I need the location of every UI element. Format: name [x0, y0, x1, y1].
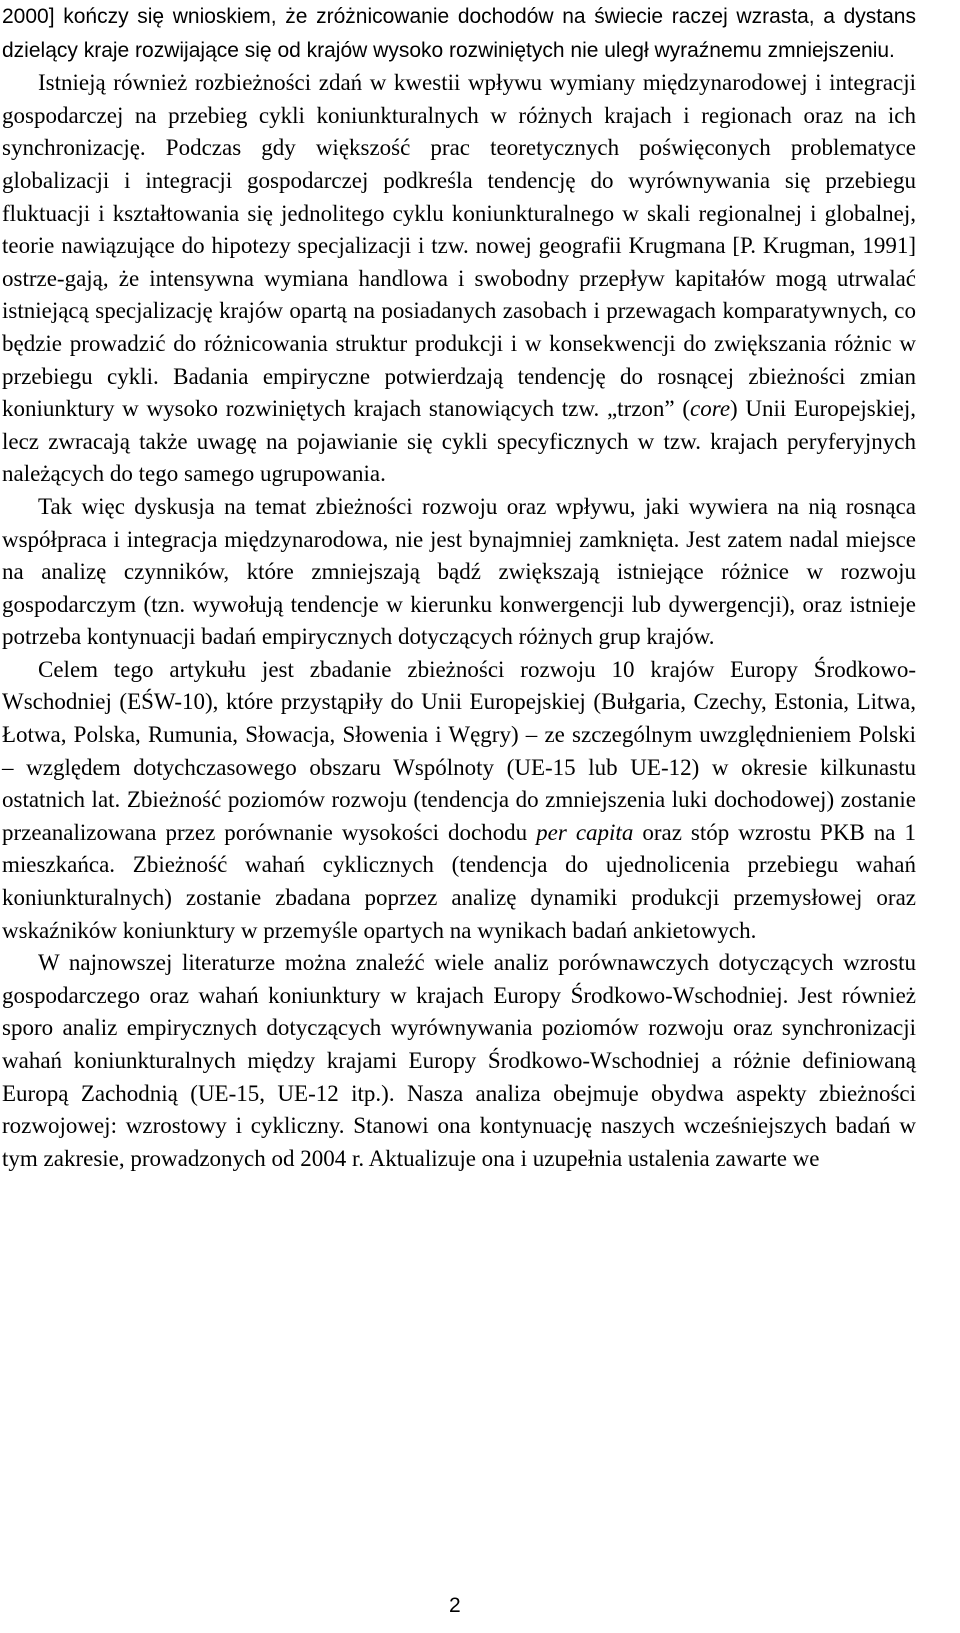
text-segment: oraz stóp wzrostu PKB na 1 mieszkańca. Zbieżność wahań cyklicznych (tendencja do ujednolicenia przebiegu wahań koniunkturalnych) zostanie zbadana poprzez analizę dynamiki produkcji przemysłowej oraz wskaźników koniunktury w przemyśle opartych na wynikach badań ankietowych. [2, 819, 916, 943]
text-segment: Tak więc dyskusja na temat zbieżności rozwoju oraz wpływu, jaki wywiera na nią rosnąca współpraca i integracja międzynarodowa, nie jest bynajmniej zamknięta. Jest zatem nadal miejsce na analizę czynników, które zmniejszają bądź zwiększają istniejące różnice w rozwoju gospodarczym (tzn. wywołują tendencje w kierunku konwergencji lub dywergencji), oraz istnieje potrzeba kontynuacji badań empirycznych dotyczących różnych grup krajów. [2, 493, 916, 650]
text-segment: W najnowszej literaturze można znaleźć wiele analiz porównawczych dotyczących wzrostu gospodarczego oraz wahań koniunktury w krajach Europy Środkowo-Wschodniej. Jest również sporo analiz empirycznych dotyczących wyrównywania poziomów rozwoju oraz synchronizacji wahań koniunkturalnych między krajami Europy Środkowo-Wschodniej a różnie definiowaną Europą Zachodnią (UE-15, UE-12 itp.). Nasza analiza obejmuje obydwa aspekty zbieżności rozwojowej: wzrostowy i cykliczny. Stanowi ona kontynuację naszych wcześniejszych badań w tym zakresie, prowadzonych od 2004 r. Aktualizuje ona i uzupełnia ustalenia zawarte we [2, 950, 916, 1171]
text-segment: Istnieją również rozbieżności zdań w kwestii wpływu wymiany międzynarodowej i integracji gospodarczej na przebieg cykli koniunkturalnych w różnych krajach i regionach oraz na ich synchronizację. Podczas gdy większość prac teoretycznych poświęconych problematyce globalizacji i integracji gospodarczej podkreśla tendencję do wyrównywania się przebiegu fluktuacji i kształtowania się jednolitego cyklu koniunkturalnego w skali regionalnej i globalnej, teorie nawiązujące do hipotezy specjalizacji i tzw. nowej geografii Krugmana [P. Krugman, 1991] ostrze-gają, że intensywna wymiana handlowa i swobodny przepływ kapitałów mogą utrwalać istniejącą specjalizację krajów opartą na posiadanych zasobach i przewagach komparatywnych, co będzie prowadzić do różnicowania struktur produkcji i w konsekwencji do zwiększania różnic w przebiegu cykli. Badania empiryczne potwierdzają tendencję do rosnącej zbieżności zmian koniunktury w wysoko rozwiniętych krajach stanowiących tzw. „trzon” ( [2, 70, 916, 422]
italic-term: core [690, 396, 731, 422]
text-segment: 2000] kończy się wnioskiem, że zróżnicowanie dochodów na świecie raczej wzrasta, a dystans dzielący kraje rozwijające się od krajów wysoko rozwiniętych nie uległ wyraźnemu zmniejszeniu. [2, 5, 916, 62]
paragraph-divergence-views [2, 67, 916, 491]
paragraph-continuation [2, 0, 916, 67]
paragraph-literature [2, 947, 916, 1175]
italic-term: per capita [536, 819, 634, 845]
paragraph-open-discussion [2, 491, 916, 654]
paragraph-article-aim [2, 654, 916, 947]
page-number: 2 [449, 1594, 461, 1617]
text-segment: ) Unii Europejskiej, lecz zwracają także uwagę na pojawianie się cykli specyficznych w tzw. krajach peryferyjnych należących do tego samego ugrupowania. [2, 396, 916, 487]
text-segment: Celem tego artykułu jest zbadanie zbieżności rozwoju 10 krajów Europy Środkowo-Wschodniej (EŚW-10), które przystąpiły do Unii Europejskiej (Bułgaria, Czechy, Estonia, Litwa, Łotwa, Polska, Rumunia, Słowacja, Słowenia i Węgry) – ze szczególnym uwzględnieniem Polski – względem dotychczasowego obszaru Wspólnoty (UE-15 lub UE-12) w okresie kilkunastu ostatnich lat. Zbieżność poziomów rozwoju (tendencja do zmniejszenia luki dochodowej) zostanie przeanalizowana przez porównanie wysokości dochodu [2, 656, 916, 845]
